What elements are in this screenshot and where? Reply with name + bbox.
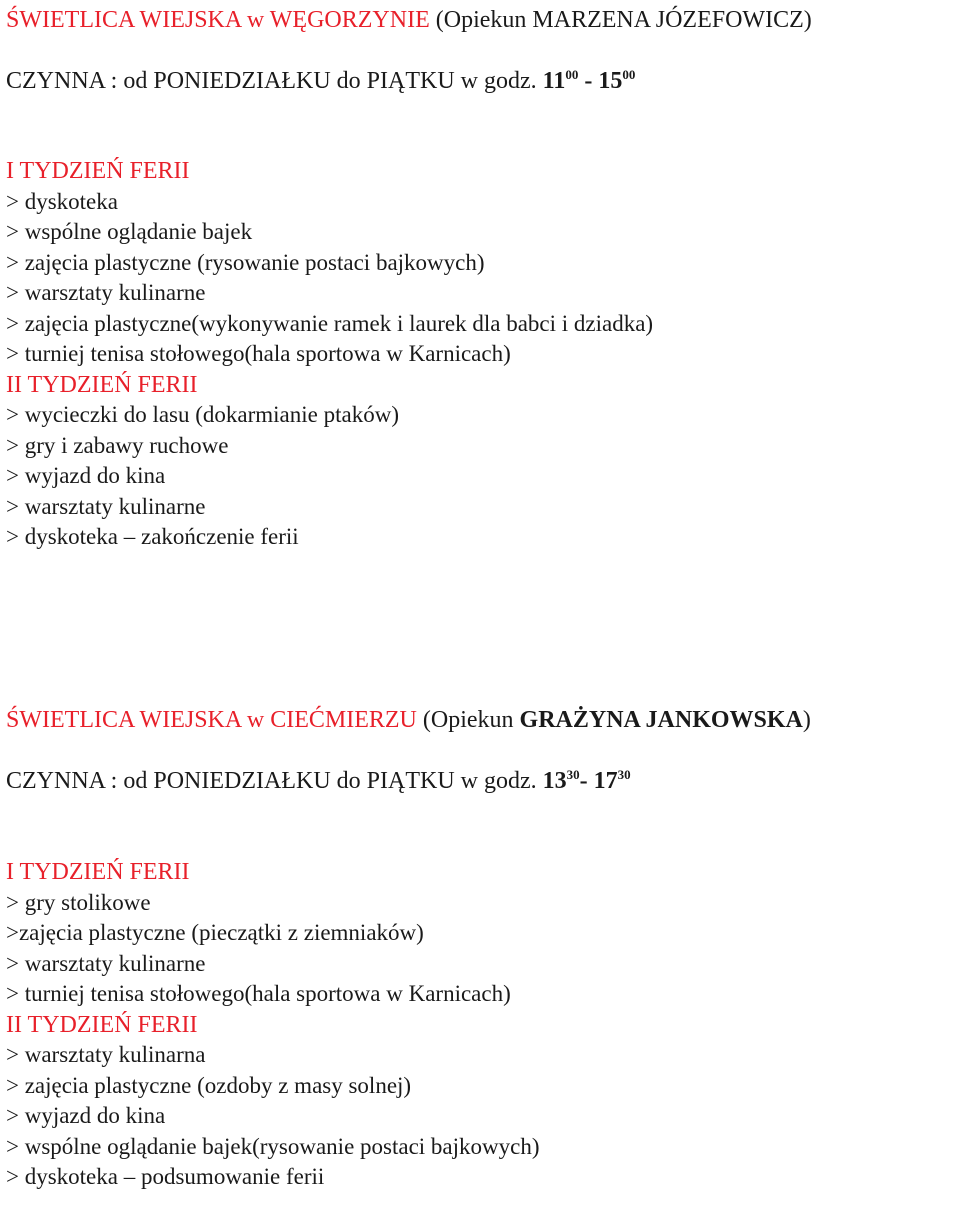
- list-item: > wyjazd do kina: [6, 463, 166, 488]
- list-item: > turniej tenisa stołowego(hala sportowa w Karnicach): [6, 341, 511, 366]
- hours-friday: PIĄTKU: [366, 68, 455, 94]
- section2-title-open: (Opiekun: [416, 707, 520, 733]
- hours-monday: PONIEDZIAŁKU: [153, 768, 331, 794]
- section2-schedule: [6, 857, 540, 1193]
- list-item: > warsztaty kulinarna: [6, 1042, 206, 1067]
- list-item: > wspólne oglądanie bajek(rysowanie postaci bajkowych): [6, 1133, 540, 1159]
- hours-end: $15^{00}$: [598, 67, 636, 94]
- hours-open-label: CZYNNA: [6, 68, 105, 94]
- hours-friday: PIĄTKU: [366, 768, 455, 794]
- hours-start: $13^{30}$: [542, 767, 580, 794]
- section1-title: [6, 5, 812, 36]
- section2-title: [6, 705, 811, 736]
- list-item: > dyskoteka: [6, 188, 118, 214]
- section1-caretaker: MARZENA JÓZEFOWICZ: [532, 7, 804, 33]
- hours-monday: PONIEDZIAŁKU: [153, 68, 331, 94]
- section2-venue: ŚWIETLICA WIEJSKA w CIEĆMIERZU: [6, 707, 417, 733]
- hours-to: do: [330, 68, 367, 94]
- list-item: > zajęcia plastyczne (rysowanie postaci bajkowych): [6, 249, 485, 275]
- week2-heading: II TYDZIEŃ FERII: [6, 1011, 198, 1038]
- hours-at: w godz.: [454, 768, 543, 794]
- list-item: > warsztaty kulinarne: [6, 280, 206, 305]
- list-item: >zajęcia plastyczne (pieczątki z ziemniaków): [6, 920, 424, 945]
- list-item: > turniej tenisa stołowego(hala sportowa w Karnicach): [6, 981, 511, 1006]
- section1-title-close: ): [803, 7, 812, 33]
- section1-venue: ŚWIETLICA WIEJSKA w WĘGORZYNIE: [6, 7, 430, 33]
- section1-hours: [6, 66, 635, 97]
- list-item: > wycieczki do lasu (dokarmianie ptaków): [6, 402, 399, 427]
- section2-hours: [6, 766, 631, 797]
- week1-heading: I TYDZIEŃ FERII: [6, 158, 190, 184]
- week2-heading: II TYDZIEŃ FERII: [6, 371, 198, 398]
- list-item: > zajęcia plastyczne(wykonywanie ramek i laurek dla babci i dziadka): [6, 310, 654, 336]
- list-item: > zajęcia plastyczne (ozdoby z masy solnej): [6, 1072, 412, 1098]
- section1-title-open: (Opiekun: [429, 7, 533, 33]
- section2-title-close: ): [802, 707, 811, 733]
- list-item: > dyskoteka – zakończenie ferii: [6, 524, 299, 549]
- list-item: > warsztaty kulinarne: [6, 950, 206, 976]
- hours-separator: -: [579, 768, 594, 794]
- hours-separator: -: [578, 68, 599, 94]
- list-item: > wyjazd do kina: [6, 1103, 166, 1128]
- hours-open-label: CZYNNA: [6, 768, 105, 794]
- section2-caretaker: GRAŻYNA JANKOWSKA: [519, 707, 803, 733]
- list-item: > warsztaty kulinarne: [6, 493, 206, 519]
- list-item: > gry i zabawy ruchowe: [6, 432, 229, 458]
- hours-from: : od: [104, 768, 154, 794]
- section1-schedule: [6, 156, 653, 553]
- hours-at: w godz.: [454, 68, 543, 94]
- hours-from: : od: [104, 68, 154, 94]
- week1-heading: I TYDZIEŃ FERII: [6, 859, 190, 885]
- list-item: > dyskoteka – podsumowanie ferii: [6, 1164, 325, 1189]
- hours-end: $17^{30}$: [593, 767, 631, 794]
- hours-to: do: [330, 768, 367, 794]
- list-item: > gry stolikowe: [6, 889, 151, 915]
- hours-start: $11^{00}$: [542, 67, 579, 94]
- list-item: > wspólne oglądanie bajek: [6, 219, 253, 244]
